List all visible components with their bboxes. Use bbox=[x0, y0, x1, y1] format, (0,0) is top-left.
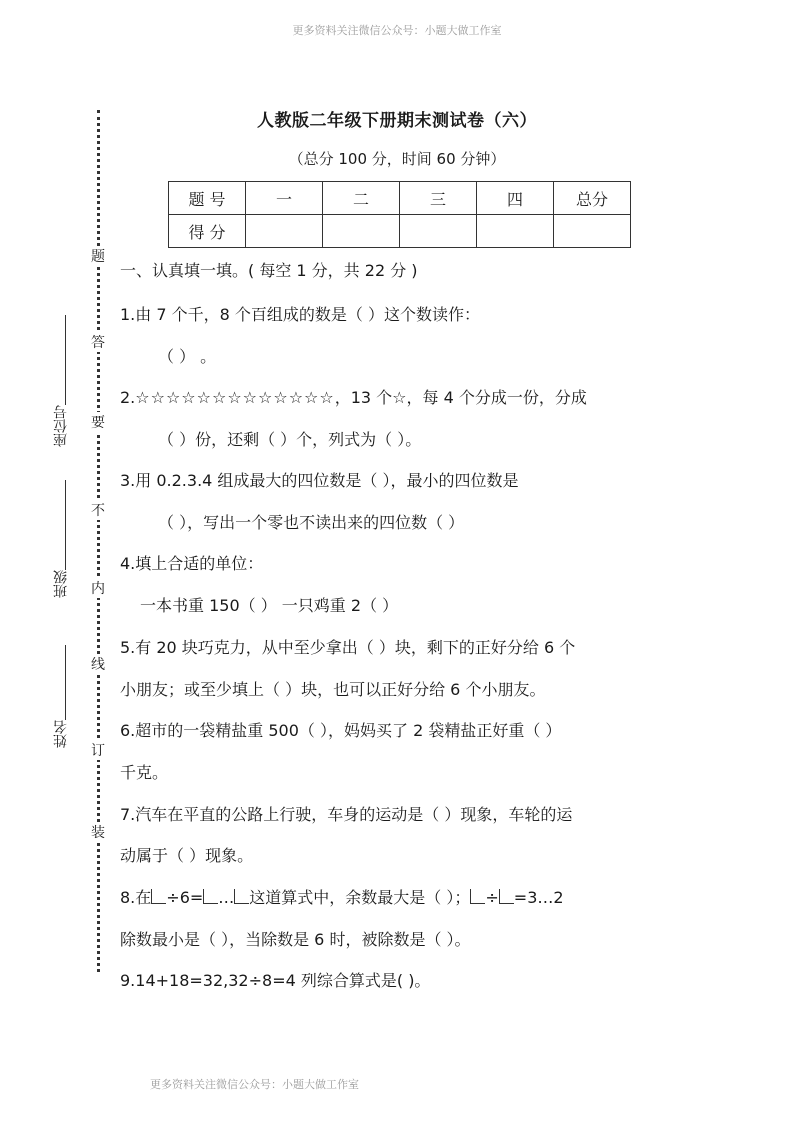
score-table-cell: 总分 bbox=[554, 182, 631, 215]
question-8-text: 这道算式中，余数最大是（ ）； bbox=[249, 888, 471, 907]
section-heading: 一、认真填一填。( 每空 1 分，共 22 分 ) bbox=[120, 261, 418, 280]
page-subtitle: （总分 100 分，时间 60 分钟） bbox=[288, 150, 506, 168]
blank-box[interactable] bbox=[499, 889, 514, 904]
score-table-score-row bbox=[169, 215, 631, 248]
page-title: 人教版二年级下册期末测试卷（六） bbox=[257, 111, 537, 131]
question-8-text: ÷6= bbox=[166, 888, 204, 907]
class-line bbox=[65, 480, 66, 570]
score-table-cell: 三 bbox=[400, 182, 477, 215]
blank-box[interactable] bbox=[234, 889, 249, 904]
question-7-line-2: 动属于（ ）现象。 bbox=[120, 846, 254, 865]
score-input-cell[interactable] bbox=[554, 215, 631, 248]
score-table-cell: 题 号 bbox=[169, 182, 246, 215]
question-8-line-1 bbox=[120, 885, 564, 908]
class-label: 班级 bbox=[53, 570, 69, 598]
score-table-cell: 一 bbox=[246, 182, 323, 215]
question-8-text: … bbox=[218, 888, 235, 907]
score-input-cell[interactable] bbox=[477, 215, 554, 248]
question-2-number: 2. bbox=[120, 388, 136, 407]
question-2-line-1 bbox=[120, 385, 587, 408]
question-2-line-2: （ ）份，还剩（ ）个，列式为（ ）。 bbox=[158, 430, 422, 449]
question-4-line-1: 4.填上合适的单位： bbox=[120, 554, 264, 573]
class-field[interactable] bbox=[53, 480, 77, 598]
watermark-top: 更多资料关注微信公众号：小题大做工作室 bbox=[292, 24, 502, 37]
question-8-text: 8.在 bbox=[120, 888, 152, 907]
question-3-line-2: （ ），写出一个零也不读出来的四位数（ ） bbox=[158, 513, 465, 532]
side-char: 答 bbox=[88, 332, 108, 352]
question-7-line-1: 7.汽车在平直的公路上行驶，车身的运动是（ ）现象，车轮的运 bbox=[120, 805, 573, 824]
blank-box[interactable] bbox=[203, 889, 218, 904]
name-line bbox=[65, 645, 66, 720]
score-input-cell[interactable] bbox=[323, 215, 400, 248]
question-5-line-2: 小朋友；或至少填上（ ）块，也可以正好分给 6 个小朋友。 bbox=[120, 680, 546, 699]
question-6-line-1: 6.超市的一袋精盐重 500（ ），妈妈买了 2 袋精盐正好重（ ） bbox=[120, 721, 562, 740]
score-table-cell: 二 bbox=[323, 182, 400, 215]
watermark-bottom: 更多资料关注微信公众号：小题大做工作室 bbox=[150, 1078, 359, 1091]
question-1-line-1: 1.由 7 个千，8 个百组成的数是（ ）这个数读作： bbox=[120, 305, 480, 324]
side-char: 要 bbox=[88, 412, 108, 432]
score-table-cell: 得 分 bbox=[169, 215, 246, 248]
question-4-line-2: 一本书重 150（ ） 一只鸡重 2（ ） bbox=[140, 596, 399, 615]
name-label: 姓名 bbox=[53, 720, 69, 748]
blank-box[interactable] bbox=[470, 889, 485, 904]
question-9-line-1: 9.14+18=32,32÷8=4 列综合算式是( )。 bbox=[120, 971, 431, 990]
question-5-line-1: 5.有 20 块巧克力，从中至少拿出（ ）块，剩下的正好分给 6 个 bbox=[120, 638, 576, 657]
side-char: 线 bbox=[88, 654, 108, 674]
question-8-text: =3…2 bbox=[513, 888, 564, 907]
score-table bbox=[168, 181, 631, 248]
question-8-line-2: 除数最小是（ ），当除数是 6 时，被除数是（ ）。 bbox=[120, 930, 471, 949]
name-field[interactable] bbox=[53, 645, 77, 748]
blank-box[interactable] bbox=[151, 889, 166, 904]
score-table-cell: 四 bbox=[477, 182, 554, 215]
seat-number-line bbox=[65, 315, 66, 405]
side-char: 订 bbox=[88, 740, 108, 760]
seat-number-field[interactable] bbox=[53, 315, 77, 447]
question-3-line-1: 3.用 0.2.3.4 组成最大的四位数是（ ），最小的四位数是 bbox=[120, 471, 519, 490]
question-8-text: ÷ bbox=[485, 888, 499, 907]
star-row: ☆☆☆☆☆☆☆☆☆☆☆☆☆ bbox=[135, 388, 335, 407]
question-2-text: ，13 个☆，每 4 个分成一份，分成 bbox=[334, 388, 587, 407]
side-char: 不 bbox=[88, 500, 108, 520]
side-char: 题 bbox=[88, 246, 108, 266]
question-1-line-2: （ ） 。 bbox=[158, 347, 217, 366]
score-input-cell[interactable] bbox=[246, 215, 323, 248]
binding-dotted-line bbox=[97, 110, 100, 972]
score-input-cell[interactable] bbox=[400, 215, 477, 248]
side-char: 装 bbox=[88, 822, 108, 842]
seat-number-label: 座位号 bbox=[53, 405, 69, 447]
score-table-header-row bbox=[169, 182, 631, 215]
question-6-line-2: 千克。 bbox=[120, 763, 169, 782]
side-char: 内 bbox=[88, 578, 108, 598]
